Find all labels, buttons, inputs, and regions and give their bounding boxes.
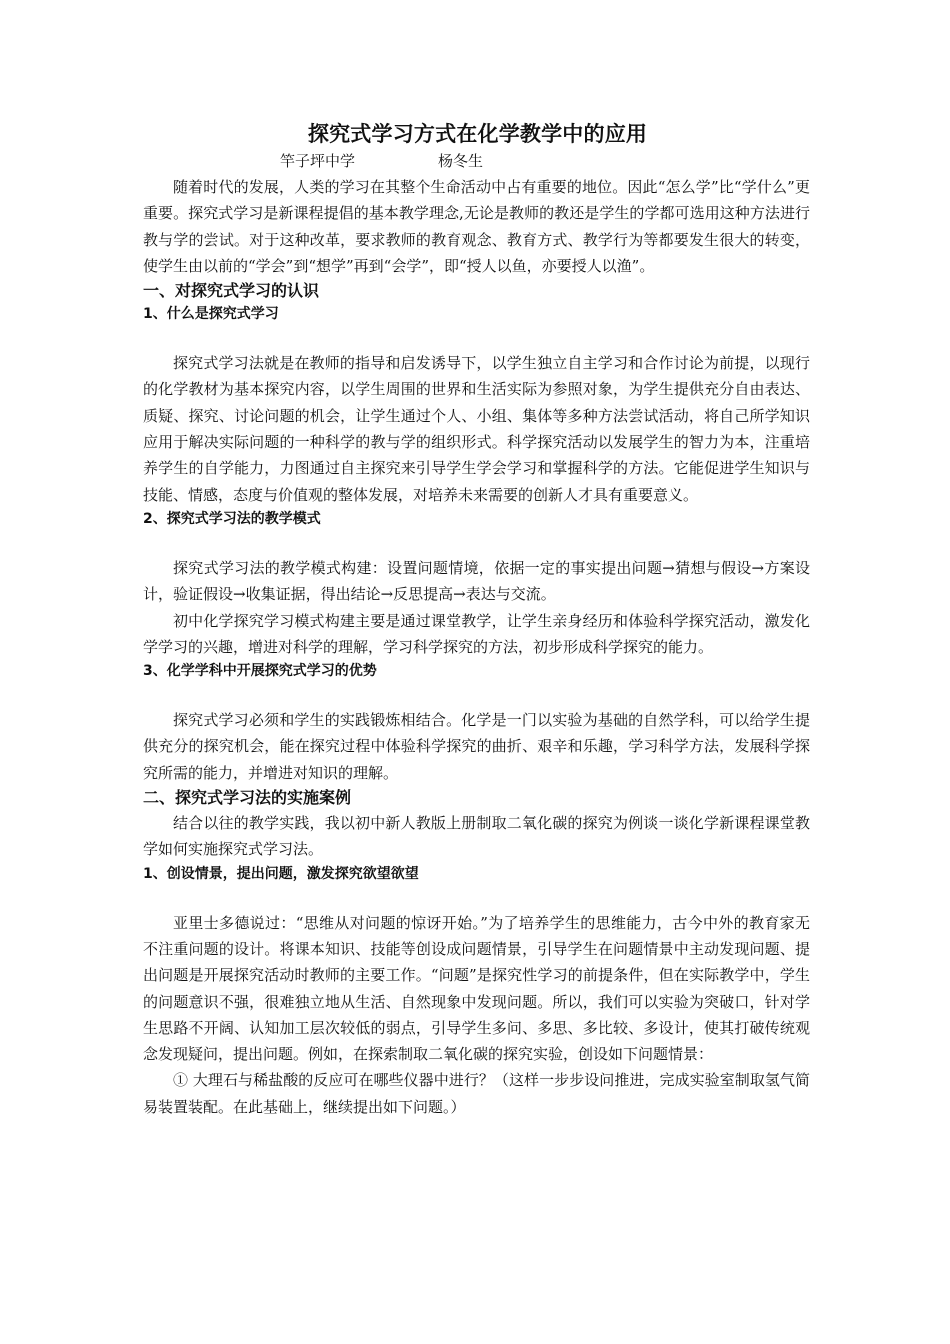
spacer xyxy=(143,885,810,910)
spacer xyxy=(143,682,810,707)
document-page xyxy=(143,118,810,1120)
section-1-3-heading: 3、化学学科中开展探究式学习的优势 xyxy=(143,663,377,680)
spacer xyxy=(143,325,810,350)
section-2-1-paragraph-1: 亚里士多德说过：“思维从对问题的惊讶开始。”为了培养学生的思维能力，古今中外的教育家无不注重问题的设计。将课本知识、技能等创设成问题情景，引导学生在问题情景中主动发现问题、提出问题是开展探究活动时教师的主要工作。“问题”是探究性学习的前提条件，但在实际教学中，学生的问题意识不强，很难独立地从生活、自然现象中发现问题。所以，我们可以实验为突破口，针对学生思路不开阔、认知加工层次较低的弱点，引导学生多问、多思、多比较、多设计，使其打破传统观念发现疑问，提出问题。例如，在探索制取二氧化碳的探究实验，创设如下问题情景： xyxy=(143,913,810,1064)
section-2-1-paragraph-2: ① 大理石与稀盐酸的反应可在哪些仪器中进行？（这样一步步设问推进，完成实验室制取氢气简易装置装配。在此基础上，继续提出如下问题。） xyxy=(143,1071,810,1116)
section-1-2-paragraph-1: 探究式学习法的教学模式构建：设置问题情境，依据一定的事实提出问题→猜想与假设→方案设计，验证假设→收集证据，得出结论→反思提高→表达与交流。 xyxy=(143,558,810,604)
section-1-1-heading: 1、什么是探究式学习 xyxy=(143,306,279,323)
author-name: 杨冬生 xyxy=(438,152,484,170)
section-1-heading: 一、对探究式学习的认识 xyxy=(143,281,320,301)
spacer xyxy=(143,530,810,555)
section-1-2-paragraph-2: 初中化学探究学习模式构建主要是通过课堂教学，让学生亲身经历和体验科学探究活动，激发化学学习的兴趣，增进对科学的理解，学习科学探究的方法，初步形成科学探究的能力。 xyxy=(143,611,810,656)
school-name: 竿子坪中学 xyxy=(280,152,356,170)
section-2-1-heading: 1、创设情景，提出问题，激发探究欲望欲望 xyxy=(143,865,419,882)
section-2-intro-paragraph: 结合以往的教学实践，我以初中新人教版上册制取二氧化碳的探究为例谈一谈化学新课程课堂教学如何实施探究式学习法。 xyxy=(143,814,810,859)
document-title: 探究式学习方式在化学教学中的应用 xyxy=(307,121,648,146)
section-2-heading: 二、探究式学习法的实施案例 xyxy=(143,788,352,808)
section-1-3-paragraph: 探究式学习必须和学生的实践锻炼相结合。化学是一门以实验为基础的自然学科，可以给学生提供充分的探究机会，能在探究过程中体验科学探究的曲折、艰辛和乐趣，学习科学方法，发展科学探究所需的能力，并增进对知识的理解。 xyxy=(143,711,810,782)
intro-paragraph: 随着时代的发展，人类的学习在其整个生命活动中占有重要的地位。因此“怎么学”比“学什么”更重要。探究式学习是新课程提倡的基本教学理念,无论是教师的教还是学生的学都可选用这种方法进行教与学的尝试。对于这种改革，要求教师的教育观念、教育方式、教学行为等都要发生很大的转变，使学生由以前的“学会”到“想学”再到“会学”，即“授人以鱼，亦要授人以渔”。 xyxy=(143,178,810,275)
section-1-2-heading: 2、探究式学习法的教学模式 xyxy=(143,510,321,527)
byline xyxy=(143,150,810,174)
section-1-1-paragraph: 探究式学习法就是在教师的指导和启发诱导下，以学生独立自主学习和合作讨论为前提，以现行的化学教材为基本探究内容，以学生周围的世界和生活实际为参照对象，为学生提供充分自由表达、质疑、探究、讨论问题的机会，让学生通过个人、小组、集体等多种方法尝试活动，将自己所学知识应用于解决实际问题的一种科学的教与学的组织形式。科学探究活动以发展学生的智力为本，注重培养学生的自学能力，力图通过自主探究来引导学生学会学习和掌握科学的方法。它能促进学生知识与技能、情感，态度与价值观的整体发展，对培养未来需要的创新人才具有重要意义。 xyxy=(143,354,810,504)
